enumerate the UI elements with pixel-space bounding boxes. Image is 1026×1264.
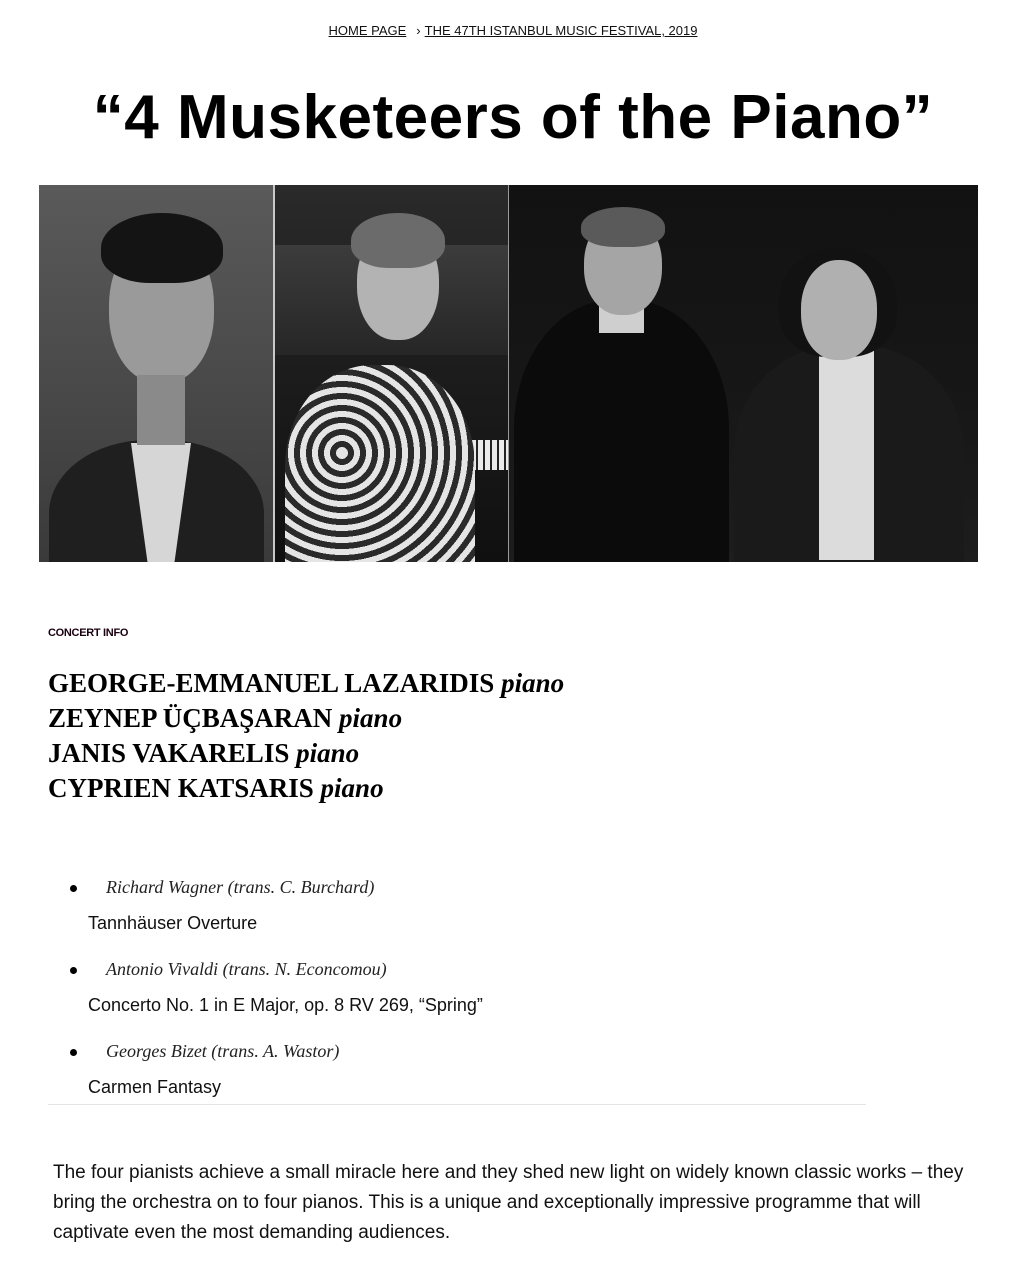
performer-item xyxy=(48,736,564,771)
program-composer: Antonio Vivaldi (trans. N. Econcomou) xyxy=(106,959,387,979)
performer-item xyxy=(48,701,564,736)
performer-name: JANIS VAKARELIS xyxy=(48,738,290,768)
performer-name: ZEYNEP ÜÇBAŞARAN xyxy=(48,703,333,733)
program-item xyxy=(48,1039,866,1121)
breadcrumb-separator: › xyxy=(416,23,421,38)
performer-role: piano xyxy=(296,738,360,768)
performers-list xyxy=(48,666,564,806)
performer-item xyxy=(48,771,564,806)
bullet-icon xyxy=(70,1049,77,1056)
hero-photo-panel-2 xyxy=(273,185,508,562)
performer-name: CYPRIEN KATSARIS xyxy=(48,773,314,803)
hero-photo-panel-1 xyxy=(39,185,273,562)
page-title: “4 Musketeers of the Piano” xyxy=(92,83,934,152)
bullet-icon xyxy=(70,885,77,892)
performer-role: piano xyxy=(339,703,403,733)
concert-description: The four pianists achieve a small miracle here and they shed new light on widely known classic works – they bring the orchestra on to four pianos. This is a unique and exceptionally impressive programme that will captivate even the most demanding audiences. xyxy=(53,1162,964,1243)
program-item xyxy=(48,875,866,957)
breadcrumb xyxy=(0,23,1026,38)
bullet-icon xyxy=(70,967,77,974)
performer-role: piano xyxy=(501,668,565,698)
breadcrumb-festival-link[interactable]: THE 47TH ISTANBUL MUSIC FESTIVAL, 2019 xyxy=(424,23,698,38)
program-composer: Richard Wagner (trans. C. Burchard) xyxy=(106,877,375,897)
divider xyxy=(48,1104,866,1105)
program-composer: Georges Bizet (trans. A. Wastor) xyxy=(106,1041,340,1061)
performer-role: piano xyxy=(320,773,384,803)
program-work: Concerto No. 1 in E Major, op. 8 RV 269, “Spring” xyxy=(88,995,483,1015)
performer-name: GEORGE-EMMANUEL LAZARIDIS xyxy=(48,668,495,698)
concert-info-label: CONCERT INFO xyxy=(48,627,129,639)
program-work: Carmen Fantasy xyxy=(88,1077,222,1097)
program-item xyxy=(48,957,866,1039)
hero-photo xyxy=(39,185,978,562)
program-list xyxy=(48,875,866,1121)
breadcrumb-home-link[interactable]: HOME PAGE xyxy=(328,23,407,38)
hero-photo-panel-3 xyxy=(508,185,978,562)
program-work: Tannhäuser Overture xyxy=(88,913,258,933)
performer-item xyxy=(48,666,564,701)
